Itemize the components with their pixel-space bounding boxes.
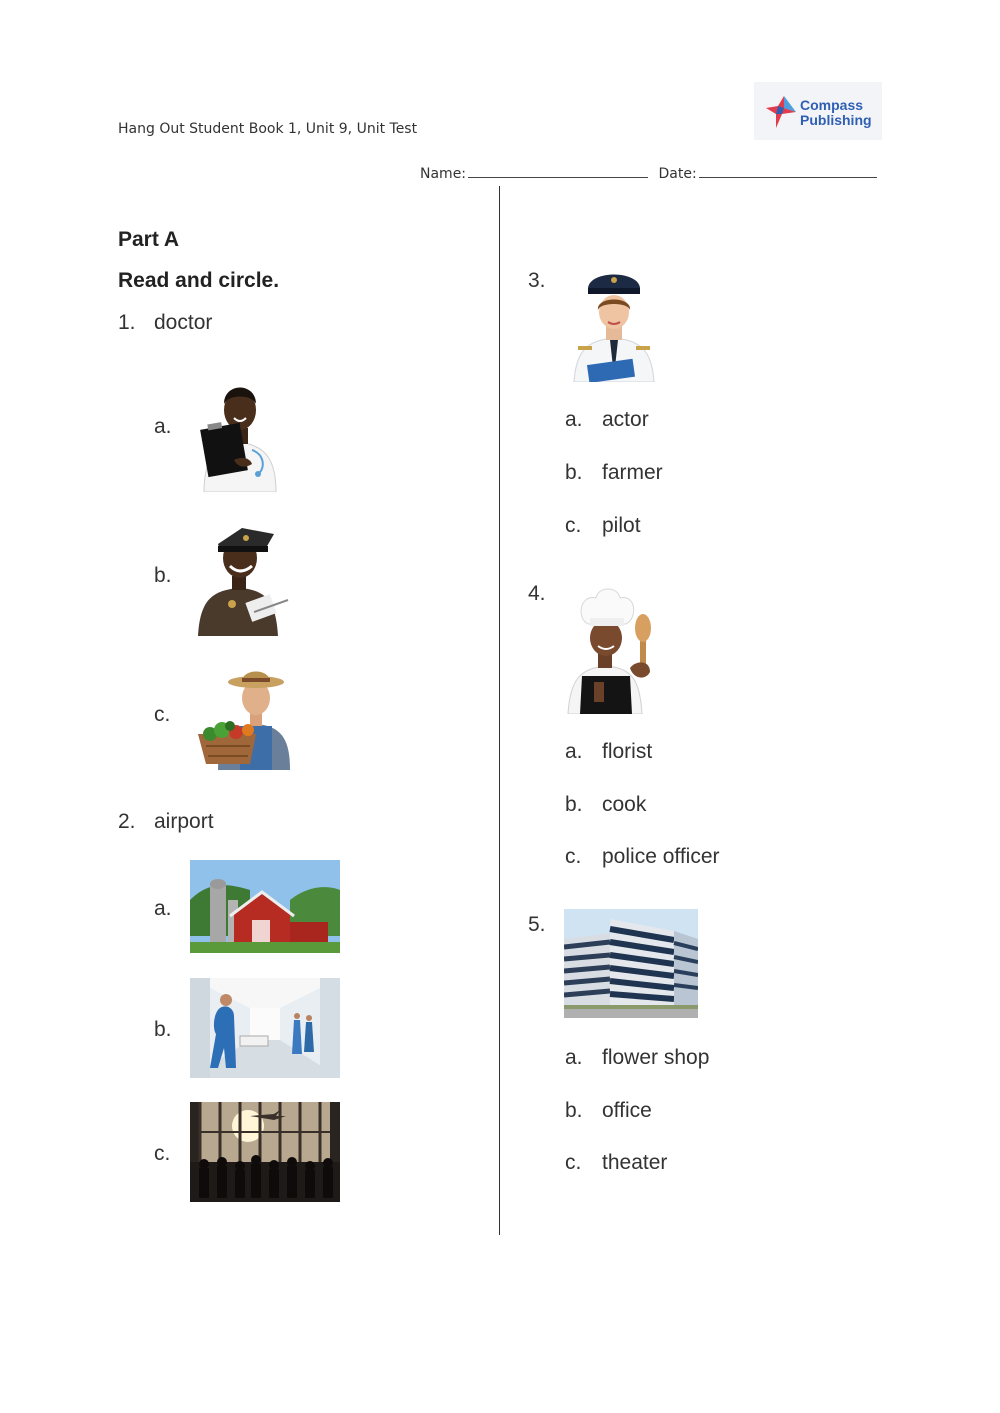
q3-number: 3. — [528, 269, 546, 292]
star-logo-icon — [762, 94, 798, 130]
document-title: Hang Out Student Book 1, Unit 9, Unit Test — [118, 121, 418, 137]
q2-word: airport — [154, 810, 214, 833]
police-officer-image[interactable] — [196, 520, 296, 636]
cook-image — [566, 584, 658, 714]
logo-line-2: Publishing — [800, 112, 872, 128]
q3-option-a-text[interactable]: actor — [602, 408, 649, 431]
q1-number: 1. — [118, 311, 136, 334]
q5-number: 5. — [528, 913, 546, 936]
q3-option-b-text[interactable]: farmer — [602, 461, 663, 484]
q2-number: 2. — [118, 810, 136, 833]
name-label: Name: — [420, 166, 467, 182]
doctor-image[interactable] — [198, 364, 282, 492]
q3-option-c-letter[interactable]: c. — [565, 514, 582, 537]
compass-publishing-logo — [754, 82, 882, 140]
q5-option-b-letter[interactable]: b. — [565, 1099, 583, 1122]
hospital-photo[interactable] — [190, 978, 340, 1078]
q4-option-b-text[interactable]: cook — [602, 793, 647, 816]
q5-option-a-letter[interactable]: a. — [565, 1046, 583, 1069]
q1-option-c-letter[interactable]: c. — [154, 703, 171, 726]
q4-option-a-text[interactable]: florist — [602, 740, 653, 763]
q3-option-a-letter[interactable]: a. — [565, 408, 583, 431]
q5-option-c-text[interactable]: theater — [602, 1151, 668, 1174]
office-building-photo — [564, 909, 698, 1018]
name-date-line — [420, 165, 877, 182]
q1-option-a-letter[interactable]: a. — [154, 415, 172, 438]
q3-option-c-text[interactable]: pilot — [602, 514, 641, 537]
q4-number: 4. — [528, 582, 546, 605]
q4-option-a-letter[interactable]: a. — [565, 740, 583, 763]
q4-option-c-text[interactable]: police officer — [602, 845, 720, 868]
q1-option-b-letter[interactable]: b. — [154, 564, 172, 587]
q4-option-c-letter[interactable]: c. — [565, 845, 582, 868]
airport-photo[interactable] — [190, 1102, 340, 1202]
q1-word: doctor — [154, 311, 213, 334]
farm-photo[interactable] — [190, 860, 340, 953]
farmer-image[interactable] — [196, 664, 292, 770]
pilot-image — [570, 266, 658, 382]
logo-line-1: Compass — [800, 97, 864, 113]
q2-option-b-letter[interactable]: b. — [154, 1018, 172, 1041]
name-field[interactable] — [468, 165, 648, 178]
date-field[interactable] — [699, 165, 877, 178]
q5-option-b-text[interactable]: office — [602, 1099, 652, 1122]
part-title: Part A — [118, 228, 180, 251]
q5-option-c-letter[interactable]: c. — [565, 1151, 582, 1174]
instruction: Read and circle. — [118, 269, 280, 292]
q5-option-a-text[interactable]: flower shop — [602, 1046, 710, 1069]
column-divider — [499, 186, 500, 1235]
q2-option-a-letter[interactable]: a. — [154, 897, 172, 920]
q4-option-b-letter[interactable]: b. — [565, 793, 583, 816]
q2-option-c-letter[interactable]: c. — [154, 1142, 171, 1165]
date-label: Date: — [658, 166, 697, 182]
q3-option-b-letter[interactable]: b. — [565, 461, 583, 484]
